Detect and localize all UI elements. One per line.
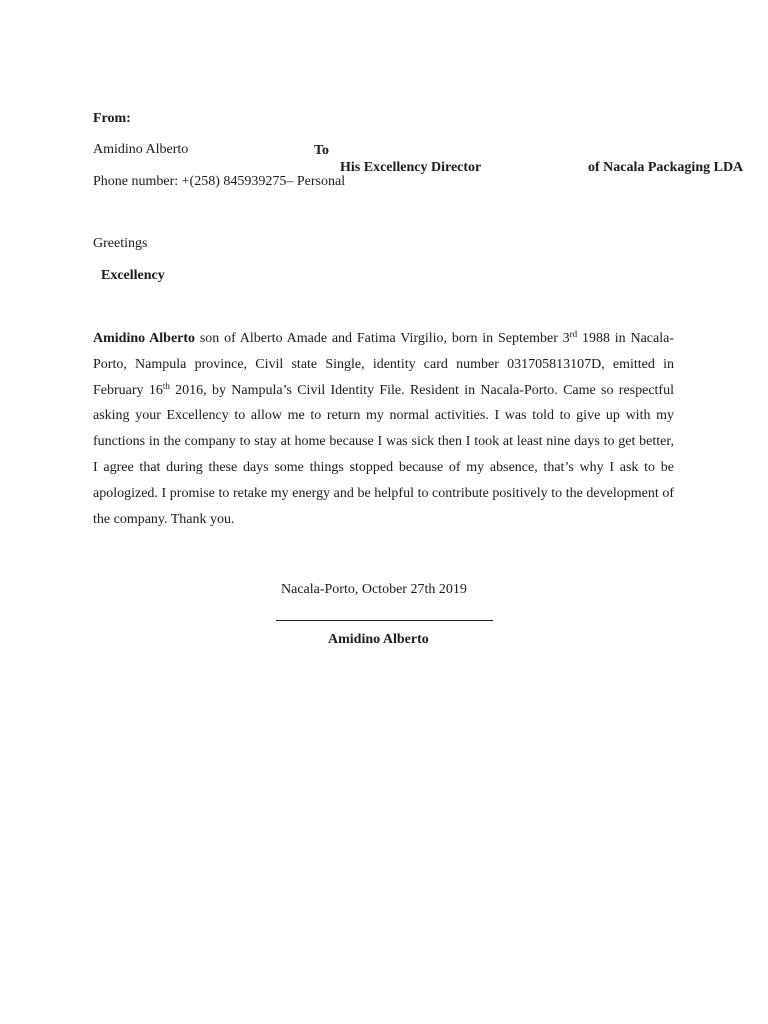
greetings: Greetings xyxy=(93,236,148,251)
from-label: From: xyxy=(93,111,131,126)
signature-line xyxy=(276,620,493,621)
sender-phone: Phone number: +(258) 845939275– Personal xyxy=(93,174,346,189)
recipient-company: of Nacala Packaging LDA xyxy=(588,160,744,175)
to-label: To xyxy=(314,143,330,158)
body-part-1: son of Alberto Amade and Fatima Virgilio, born in September 3 xyxy=(195,331,570,346)
body-sender-name: Amidino Alberto xyxy=(93,331,196,346)
sender-name: Amidino Alberto xyxy=(93,142,189,157)
letter-body xyxy=(93,326,674,532)
recipient-title: His Excellency Director xyxy=(340,160,482,175)
place-date: Nacala-Porto, October 27th 2019 xyxy=(281,582,467,597)
body-part-3: 2016, by Nampula’s Civil Identity File. Resident in Nacala-Porto. Came so respectful asking your Excellency to allow me to return my normal activities. I was told to give up with my functions in the company to stay at home because I was sick then I took at least nine days to get better, I agree that during these days some things stopped because of my absence, that’s why I ask to be apologized. I promise to retake my energy and be helpful to contribute positively to the development of the company. Thank you. xyxy=(93,382,674,527)
body-part-2: 1988 in Nacala- Porto, Nampula province, Civil state Single, identity card number 031705813107D, emitted in February 16 xyxy=(93,331,674,398)
signature-name: Amidino Alberto xyxy=(328,632,429,647)
ordinal-suffix: rd xyxy=(569,329,578,339)
ordinal-suffix: th xyxy=(162,380,170,391)
salutation-excellency: Excellency xyxy=(101,268,165,283)
